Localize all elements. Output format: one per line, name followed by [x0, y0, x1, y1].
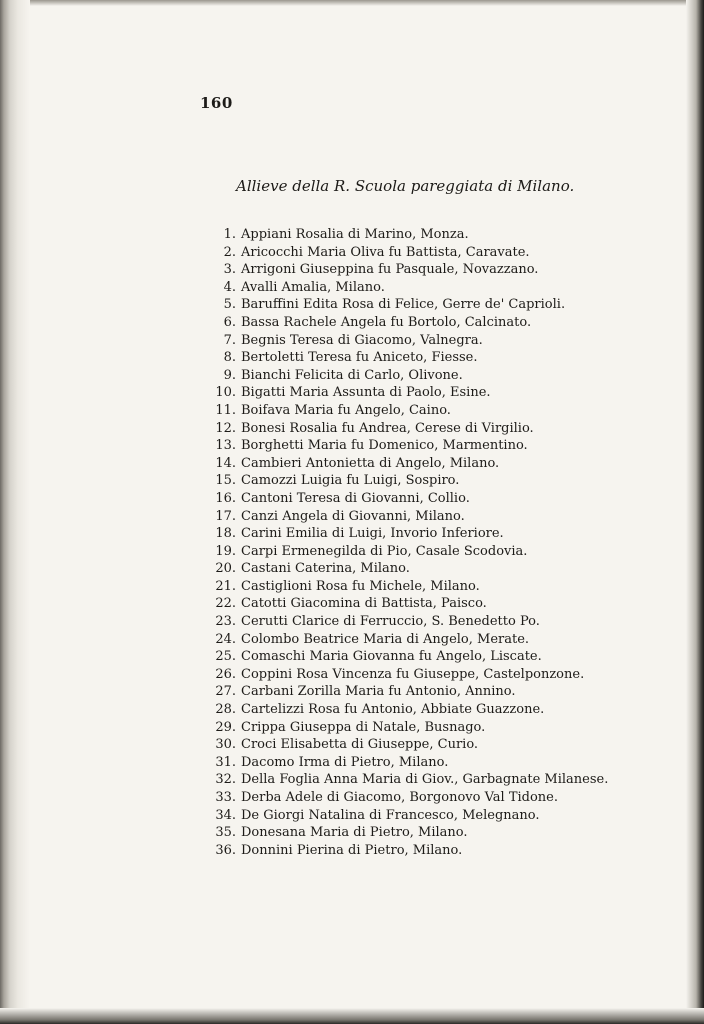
- list-item-text: Cerutti Clarice di Ferruccio, S. Benedetto Po.: [241, 614, 540, 630]
- list-item-text: Coppini Rosa Vincenza fu Giuseppe, Castelponzone.: [241, 666, 585, 682]
- list-item: [210, 648, 608, 666]
- list-item: [210, 508, 608, 526]
- list-item-number: 9.: [223, 367, 236, 383]
- list-item: [210, 754, 608, 772]
- list-item-text: Bassa Rachele Angela fu Bortolo, Calcinato.: [241, 314, 532, 330]
- list-item-number: 24.: [215, 631, 236, 647]
- list-item-number: 29.: [215, 719, 236, 735]
- list-item-text: Cambieri Antonietta di Angelo, Milano.: [241, 455, 500, 471]
- list-item-text: Crippa Giuseppa di Natale, Busnago.: [241, 719, 486, 735]
- list-item-number: 30.: [215, 737, 236, 753]
- list-item: [210, 314, 608, 332]
- list-item-text: Borghetti Maria fu Domenico, Marmentino.: [241, 438, 528, 454]
- list-item: [210, 701, 608, 719]
- list-item: [210, 613, 608, 631]
- list-item-text: Bianchi Felicita di Carlo, Olivone.: [241, 367, 463, 383]
- list-item-number: 2.: [223, 244, 236, 260]
- list-item-text: De Giorgi Natalina di Francesco, Melegnano.: [241, 807, 540, 823]
- list-item-number: 17.: [215, 508, 236, 524]
- list-item-text: Castiglioni Rosa fu Michele, Milano.: [241, 578, 480, 594]
- list-item-number: 4.: [223, 279, 236, 295]
- list-item-number: 1.: [223, 227, 236, 242]
- list-item-number: 36.: [215, 842, 236, 858]
- list-item-number: 3.: [223, 262, 236, 278]
- list-item: [210, 683, 608, 701]
- list-item-number: 14.: [215, 455, 236, 471]
- list-item-number: 18.: [215, 526, 236, 542]
- list-item: [210, 261, 608, 279]
- list-item-number: 11.: [215, 402, 236, 418]
- list-item: [210, 736, 608, 754]
- list-item-number: 5.: [223, 297, 236, 313]
- list-item: [210, 666, 608, 684]
- list-item-text: Croci Elisabetta di Giuseppe, Curio.: [241, 737, 479, 753]
- list-item: [210, 226, 608, 244]
- list-item: [210, 807, 608, 825]
- list-item: [210, 296, 608, 314]
- list-item-number: 20.: [215, 561, 236, 577]
- list-item-number: 35.: [215, 825, 236, 841]
- page-number: 160: [200, 94, 233, 112]
- list-item-number: 10.: [215, 385, 236, 401]
- list-item-text: Carbani Zorilla Maria fu Antonio, Annino.: [241, 684, 516, 700]
- list-item: [210, 719, 608, 737]
- list-item-text: Catotti Giacomina di Battista, Paisco.: [241, 596, 487, 612]
- list-item: [210, 560, 608, 578]
- list-item-text: Avalli Amalia, Milano.: [241, 279, 385, 295]
- list-item-text: Bigatti Maria Assunta di Paolo, Esine.: [241, 385, 491, 401]
- list-item-text: Colombo Beatrice Maria di Angelo, Merate.: [241, 631, 530, 647]
- list-item: [210, 578, 608, 596]
- list-item: [210, 332, 608, 350]
- section-heading: Allieve della R. Scuola pareggiata di Milano.: [236, 177, 575, 195]
- list-item-number: 7.: [223, 332, 236, 348]
- list-item: [210, 543, 608, 561]
- list-item-number: 8.: [223, 350, 236, 366]
- list-item-number: 26.: [215, 666, 236, 682]
- list-item-text: Comaschi Maria Giovanna fu Angelo, Liscate.: [241, 649, 542, 665]
- list-item-text: Canzi Angela di Giovanni, Milano.: [241, 508, 465, 524]
- list-item-text: Begnis Teresa di Giacomo, Valnegra.: [241, 332, 483, 348]
- list-item: [210, 244, 608, 262]
- list-item: [210, 595, 608, 613]
- page-edge-bottom: [0, 1008, 704, 1024]
- list-item: [210, 842, 608, 860]
- list-item-text: Dacomo Irma di Pietro, Milano.: [241, 754, 449, 770]
- list-item-number: 25.: [215, 649, 236, 665]
- list-item-number: 13.: [215, 438, 236, 454]
- list-item-number: 16.: [215, 490, 236, 506]
- list-item-number: 12.: [215, 420, 236, 436]
- list-item: [210, 384, 608, 402]
- list-item-number: 19.: [215, 543, 236, 559]
- list-item-text: Baruffini Edita Rosa di Felice, Gerre de' Caprioli.: [241, 297, 566, 313]
- list-item-text: Donesana Maria di Pietro, Milano.: [241, 825, 468, 841]
- page-top-edge: [0, 0, 704, 6]
- list-item-text: Bertoletti Teresa fu Aniceto, Fiesse.: [241, 350, 478, 366]
- page-edge-right: [686, 0, 704, 1024]
- list-item-number: 27.: [215, 684, 236, 700]
- student-list: [210, 226, 608, 859]
- list-item-number: 34.: [215, 807, 236, 823]
- list-item: [210, 631, 608, 649]
- list-item-text: Arrigoni Giuseppina fu Pasquale, Novazzano.: [241, 262, 539, 278]
- list-item: [210, 402, 608, 420]
- list-item-number: 15.: [215, 473, 236, 489]
- list-item: [210, 279, 608, 297]
- list-item-number: 28.: [215, 702, 236, 718]
- list-item: [210, 490, 608, 508]
- list-item-text: Della Foglia Anna Maria di Giov., Garbagnate Milanese.: [241, 772, 609, 788]
- list-item: [210, 349, 608, 367]
- list-item: [210, 420, 608, 438]
- list-item-number: 22.: [215, 596, 236, 612]
- list-item-text: Carpi Ermenegilda di Pio, Casale Scodovia.: [241, 543, 528, 559]
- list-item: [210, 437, 608, 455]
- list-item: [210, 525, 608, 543]
- list-item-number: 31.: [215, 754, 236, 770]
- list-item-text: Bonesi Rosalia fu Andrea, Cerese di Virgilio.: [241, 420, 534, 436]
- list-item-text: Boifava Maria fu Angelo, Caino.: [241, 402, 451, 418]
- list-item: [210, 824, 608, 842]
- list-item-number: 32.: [215, 772, 236, 788]
- list-item: [210, 771, 608, 789]
- list-item-text: Camozzi Luigia fu Luigi, Sospiro.: [241, 473, 460, 489]
- list-item-text: Cantoni Teresa di Giovanni, Collio.: [241, 490, 470, 506]
- list-item-text: Donnini Pierina di Pietro, Milano.: [241, 842, 463, 858]
- list-item-text: Derba Adele di Giacomo, Borgonovo Val Tidone.: [241, 790, 559, 805]
- list-item: [210, 367, 608, 385]
- list-item-number: 33.: [215, 790, 236, 805]
- list-item-text: Appiani Rosalia di Marino, Monza.: [241, 227, 469, 242]
- list-item-text: Cartelizzi Rosa fu Antonio, Abbiate Guazzone.: [241, 702, 545, 718]
- list-item-text: Castani Caterina, Milano.: [241, 561, 410, 577]
- list-item-number: 6.: [223, 314, 236, 330]
- list-item-text: Carini Emilia di Luigi, Invorio Inferiore.: [241, 526, 504, 542]
- list-item: [210, 472, 608, 490]
- list-item: [210, 789, 608, 807]
- list-item-text: Aricocchi Maria Oliva fu Battista, Caravate.: [241, 244, 530, 260]
- list-item-number: 21.: [215, 578, 236, 594]
- list-item-number: 23.: [215, 614, 236, 630]
- page-binding-left: [0, 0, 30, 1024]
- list-item: [210, 455, 608, 473]
